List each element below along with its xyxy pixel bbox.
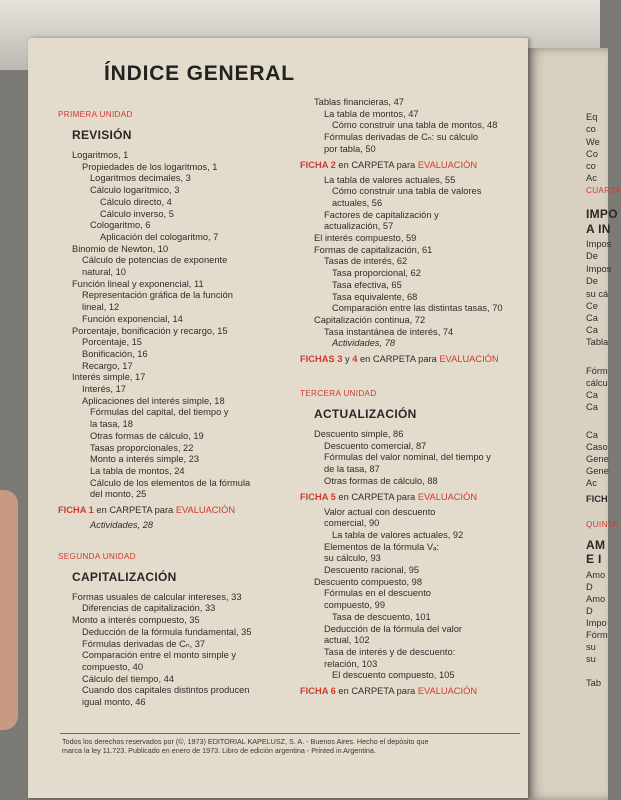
next-page-fragment: Eq	[586, 112, 598, 122]
next-page-fragment: CUARTA	[586, 186, 621, 195]
section-heading: ACTUALIZACIÓN	[314, 407, 417, 421]
index-entry: actualización, 57	[324, 221, 394, 232]
index-entry: del monto, 25	[90, 489, 147, 500]
index-entry: Otras formas de cálculo, 19	[90, 430, 204, 441]
index-entry: Cálculo de potencias de exponente	[82, 255, 228, 266]
index-entry: Logaritmos decimales, 3	[90, 173, 191, 184]
index-entry: Formas de capitalización, 61	[314, 244, 433, 255]
index-entry: La tabla de montos, 47	[324, 108, 419, 119]
index-entry: Función exponencial, 14	[82, 313, 183, 324]
footer-line-2: marca la ley 11.723. Publicado en enero de 1973. Libro de edición argentina - Printed in Argentina.	[62, 746, 376, 755]
index-entry: Función lineal y exponencial, 11	[72, 278, 204, 289]
next-page-fragment: Ce	[586, 301, 598, 311]
next-page-fragment: su cá	[586, 289, 609, 299]
index-entry: Tasa proporcional, 62	[332, 268, 421, 279]
index-entry: Actividades, 28	[90, 520, 154, 530]
next-page-fragment: co	[586, 161, 596, 171]
ficha-text: en CARPETA para	[335, 686, 418, 696]
next-page-fragment: IMPO	[586, 207, 618, 221]
next-page-fragment: E I	[586, 552, 602, 566]
index-entry: Cómo construir una tabla de valores	[332, 186, 482, 197]
index-entry: Cologaritmo, 6	[90, 220, 151, 231]
index-entry: Recargo, 17	[82, 360, 133, 371]
next-page-fragment: Impos	[586, 239, 612, 249]
next-page-fragment: QUINTA	[586, 520, 619, 529]
index-entry: Tasas de interés, 62	[324, 256, 408, 267]
index-entry: Deducción de la fórmula fundamental, 35	[82, 626, 252, 637]
index-entry: Tablas financieras, 47	[314, 97, 404, 107]
index-entry: Fórmulas del capital, del tiempo y	[90, 407, 229, 418]
index-entry: Porcentaje, bonificación y recargo, 15	[72, 325, 228, 336]
index-entry: su cálculo, 93	[324, 553, 381, 564]
index-entry: natural, 10	[82, 267, 126, 277]
ficha-evaluacion: EVALUACIÓN	[175, 505, 236, 515]
index-entry: Representación gráfica de la función	[82, 290, 233, 301]
index-entry: Porcentaje, 15	[82, 337, 142, 348]
index-entry: Deducción de la fórmula del valor	[324, 623, 462, 634]
ficha-text: en CARPETA para	[93, 505, 176, 515]
index-entry: Valor actual con descuento	[324, 506, 436, 517]
index-entry: Bonificación, 16	[82, 348, 148, 359]
next-page-fragment: Impos	[586, 264, 612, 274]
index-entry: Cálculo inverso, 5	[100, 208, 174, 219]
next-page-fragment: Tab	[586, 678, 601, 688]
ficha-text-2: en CARPETA para	[357, 354, 440, 364]
next-page-fragment: Co	[586, 149, 598, 159]
ficha-text: en CARPETA para	[335, 159, 418, 170]
index-entry: Fórmulas derivadas de Cₙ: su cálculo	[324, 132, 479, 143]
next-page-fragment: Impo	[586, 618, 607, 628]
index-entry: Cálculo de los elementos de la fórmula	[90, 477, 251, 488]
index-entry: Monto a interés simple, 23	[90, 454, 200, 465]
index-entry: El interés compuesto, 59	[314, 233, 417, 243]
index-entry: Tasa de interés y de descuento:	[324, 646, 456, 657]
index-entry: comercial, 90	[324, 518, 380, 529]
index-entry: La tabla de valores actuales, 92	[332, 529, 464, 540]
index-entry: de la tasa, 87	[324, 464, 380, 475]
index-entry: Descuento racional, 95	[324, 565, 420, 575]
next-page-fragment: Amo	[586, 570, 606, 580]
next-page-fragment: Gene	[586, 454, 609, 464]
index-entry: Fórmulas en el descuento	[324, 588, 431, 599]
next-page-fragment: Ca	[586, 325, 598, 335]
ficha-text: y	[342, 354, 353, 364]
next-page-fragment: AM	[586, 538, 606, 552]
index-entry: Propiedades de los logaritmos, 1	[82, 161, 218, 172]
index-entry: Descuento compuesto, 98	[314, 576, 423, 587]
ficha-label: FICHA 6	[300, 686, 336, 696]
index-entry: Logaritmos, 1	[72, 150, 129, 160]
index-entry: Fórmulas del valor nominal, del tiempo y	[324, 452, 491, 463]
index-entry: Cuando dos capitales distintos producen	[82, 685, 250, 696]
index-entry: la tasa, 18	[90, 419, 133, 430]
index-entry: Tasa efectiva, 65	[332, 279, 402, 290]
index-entry: Cálculo logarítmico, 3	[90, 185, 180, 196]
next-page-fragment: co	[586, 124, 596, 134]
ficha-line	[300, 354, 499, 364]
index-entry: El descuento compuesto, 105	[332, 670, 455, 681]
index-entry: Tasa instantánea de interés, 74	[324, 326, 454, 337]
ficha-line	[58, 505, 235, 515]
next-page-fragment: cálcu	[586, 378, 608, 388]
next-page-fragment: A IN	[586, 222, 611, 236]
ficha-line	[300, 160, 477, 170]
unit-heading: SEGUNDA UNIDAD	[58, 551, 136, 561]
section-heading: REVISIÓN	[72, 128, 132, 142]
index-entry: Monto a interés compuesto, 35	[72, 615, 200, 626]
index-entry: por tabla, 50	[324, 143, 376, 154]
index-entry: Cómo construir una tabla de montos, 48	[332, 120, 498, 131]
ficha-evaluacion: EVALUACIÓN	[417, 491, 478, 502]
ficha-evaluacion: EVALUACIÓN	[417, 686, 478, 696]
ficha-label: FICHA 5	[300, 491, 336, 502]
next-page-fragment: D	[586, 606, 593, 616]
next-page-fragment: De	[586, 276, 598, 286]
footer-line-1: Todos los derechos reservados por (©, 1973) EDITORIAL KAPELUSZ, S. A. - Buenos Aires. Hecho el depósito que	[62, 737, 429, 746]
index-entry: igual monto, 46	[82, 697, 146, 707]
index-entry: Descuento simple, 86	[314, 429, 404, 439]
ficha-label: FICHA 2	[300, 159, 336, 170]
next-page-fragment: Ac	[586, 478, 597, 488]
index-entry: Fórmulas derivadas de Cₙ, 37	[82, 638, 206, 649]
next-page-fragment: su	[586, 654, 596, 664]
next-page-fragment: Fórm	[586, 366, 608, 376]
index-entry: Tasa de descuento, 101	[332, 611, 431, 622]
index-entry: Comparación entre el monto simple y	[82, 650, 236, 661]
next-page-fragment: Fórm	[586, 630, 608, 640]
ficha-label: FICHA 1	[58, 505, 94, 515]
index-entry: Comparación entre las distintas tasas, 70	[332, 303, 503, 314]
section-heading: CAPITALIZACIÓN	[72, 569, 177, 584]
index-entry: Descuento comercial, 87	[324, 440, 427, 451]
ficha-text: en CARPETA para	[335, 491, 418, 502]
index-entry: Tasas proporcionales, 22	[90, 442, 194, 453]
index-entry: Aplicaciones del interés simple, 18	[82, 395, 225, 406]
index-entry: Elementos de la fórmula Vₐ:	[324, 541, 440, 552]
index-entry: La tabla de montos, 24	[90, 465, 185, 476]
index-entry: Diferencias de capitalización, 33	[82, 603, 216, 614]
unit-heading: TERCERA UNIDAD	[300, 389, 377, 398]
next-page-fragment: We	[586, 137, 600, 147]
next-page-fragment: Ca	[586, 313, 598, 323]
ficha-line	[300, 492, 477, 502]
index-entry: Factores de capitalización y	[324, 209, 439, 220]
index-entry: compuesto, 40	[82, 661, 143, 672]
page-title: ÍNDICE GENERAL	[104, 62, 295, 85]
footer-rule	[60, 733, 520, 734]
ficha-line	[300, 686, 477, 696]
index-entry: lineal, 12	[82, 302, 120, 313]
index-entry: compuesto, 99	[324, 600, 385, 611]
next-page-fragment: Amo	[586, 594, 606, 604]
ficha-evaluacion: EVALUACIÓN	[439, 354, 499, 364]
finger	[0, 490, 18, 730]
index-entry: Aplicación del cologaritmo, 7	[100, 231, 219, 242]
index-entry: Capitalización continua, 72	[314, 314, 426, 325]
next-page	[528, 48, 621, 800]
index-entry: relación, 103	[324, 658, 378, 669]
index-entry: Actividades, 78	[332, 338, 396, 349]
index-entry: Cálculo del tiempo, 44	[82, 673, 174, 684]
unit-heading: PRIMERA UNIDAD	[58, 110, 133, 119]
next-page-fragment: De	[586, 251, 598, 261]
index-entry: Formas usuales de calcular intereses, 33	[72, 591, 242, 602]
index-entry: La tabla de valores actuales, 55	[324, 174, 456, 185]
index-entry: Tasa equivalente, 68	[332, 291, 418, 302]
next-page-fragment: Ca	[586, 430, 598, 440]
ficha-label: FICHAS 3	[300, 354, 343, 364]
index-entry: Otras formas de cálculo, 88	[324, 475, 438, 486]
next-page-fragment: Ca	[586, 390, 598, 400]
index-entry: Interés, 17	[82, 384, 126, 394]
next-page-fragment: FICH	[586, 494, 608, 504]
index-entry: Binomio de Newton, 10	[72, 243, 169, 254]
index-entry: actual, 102	[324, 635, 370, 646]
ficha-label-2: 4	[352, 354, 358, 364]
next-page-fragment: su	[586, 642, 596, 652]
ficha-evaluacion: EVALUACIÓN	[417, 159, 478, 170]
next-page-fragment: Gene	[586, 466, 609, 476]
index-entry: Interés simple, 17	[72, 372, 146, 383]
next-page-fragment: Ac	[586, 173, 597, 183]
index-entry: actuales, 56	[332, 197, 383, 208]
next-page-fragment: Tabla	[586, 337, 609, 347]
next-page-fragment: Caso	[586, 442, 608, 452]
next-page-fragment: Ca	[586, 402, 598, 412]
index-entry: Cálculo directo, 4	[100, 196, 172, 207]
next-page-fragment: D	[586, 582, 593, 592]
